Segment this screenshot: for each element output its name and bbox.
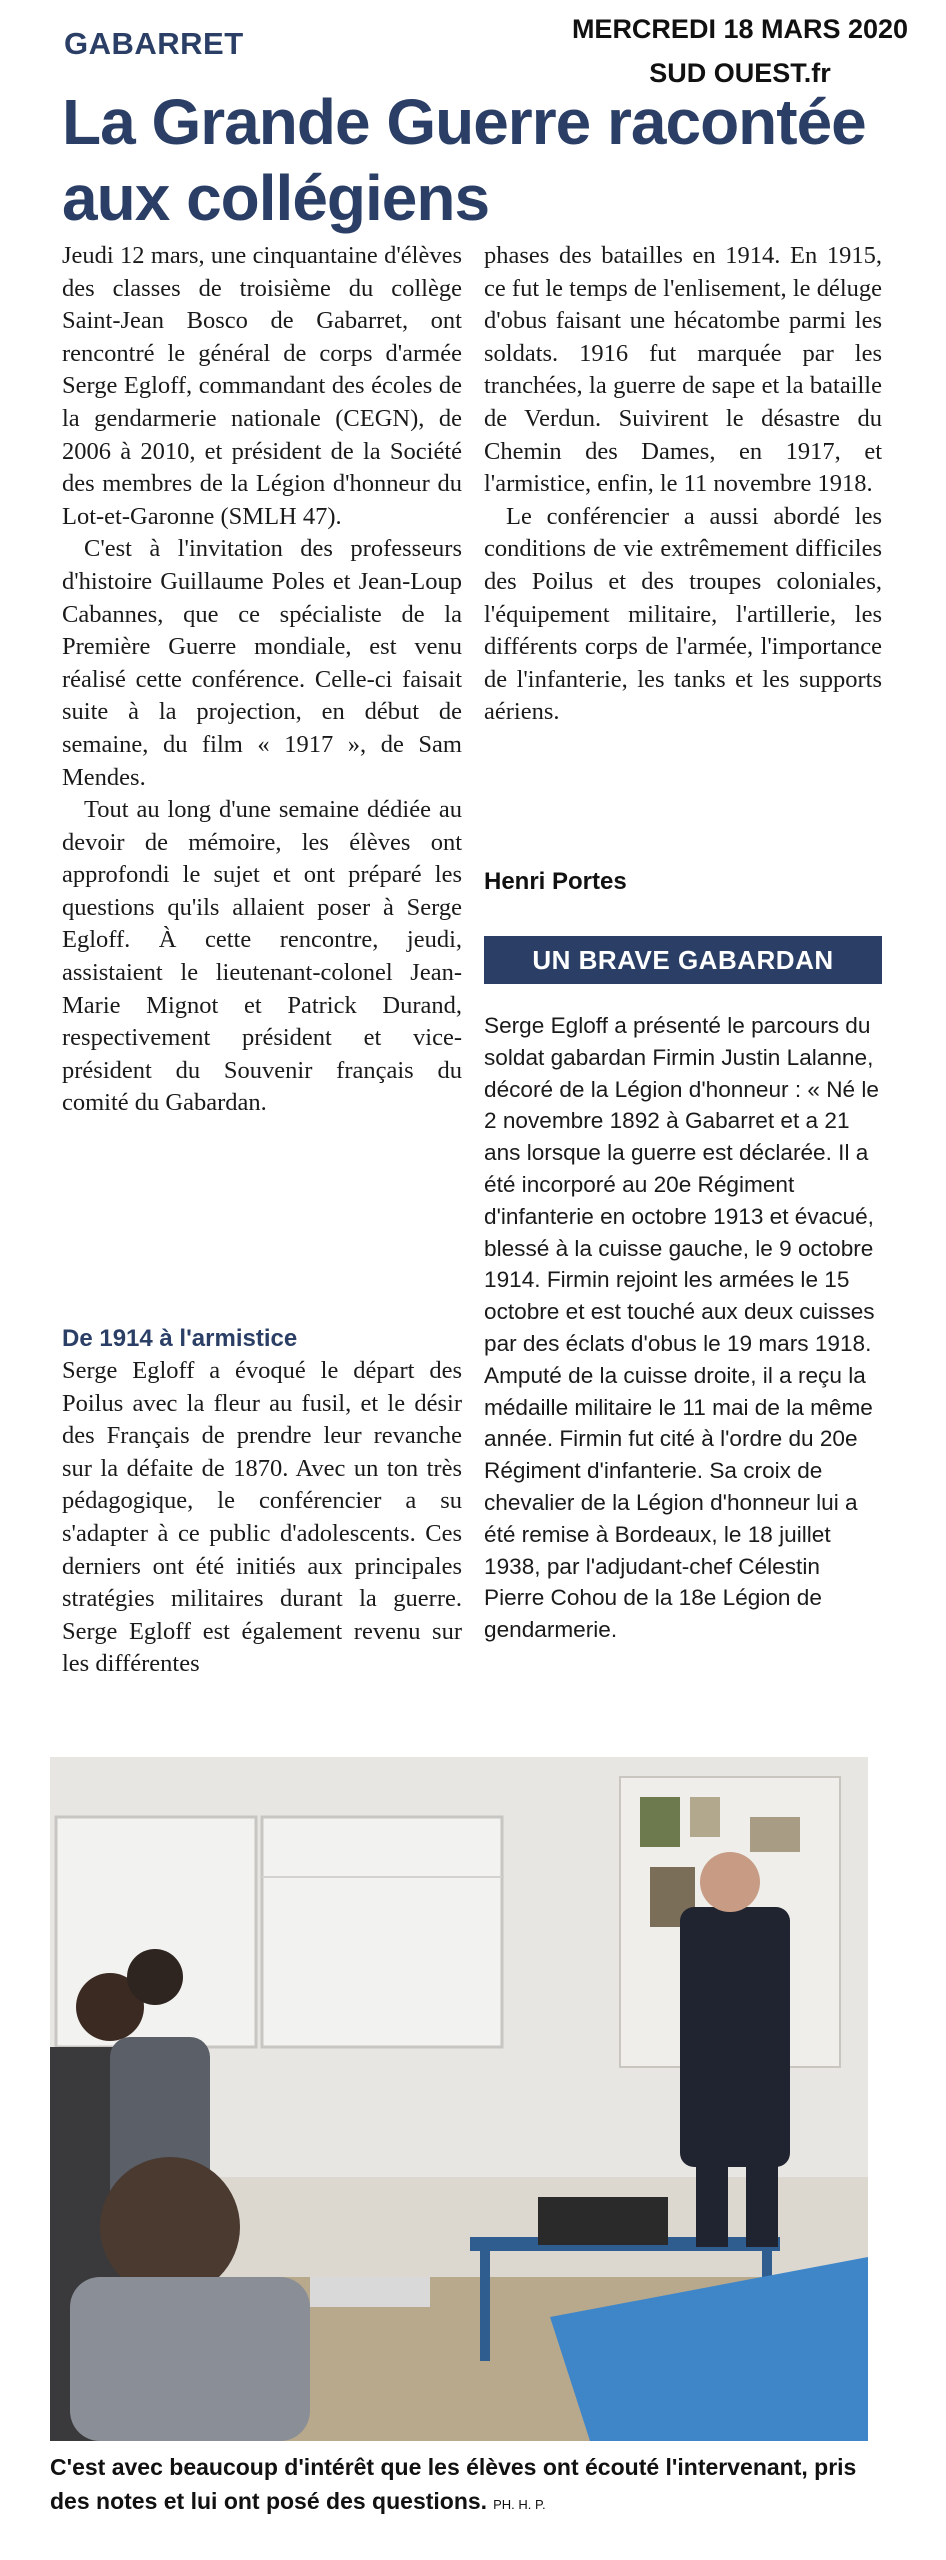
box-text: Serge Egloff a présenté le parcours du soldat gabardan Firmin Justin Lalanne, décoré de la Légion d'honneur : « Né le 2 novembre 1892 à Gabarret et a 21 ans lorsque la guerre est déclarée. Il a été incorporé au 20e Régiment d'infanterie en octobre 1913 et évacué, blessé à la cuisse gauche, le 9 octobre 1914. Firmin rejoint les armées le 15 octobre et est touché aux deux cuisses par des éclats d'obus le 19 mars 1918. Amputé de la cuisse droite, il a reçu la médaille militaire le 11 mai de la même année. Firmin fut cité à l'ordre du 20e Régiment d'infanterie. Sa croix de chevalier de la Légion d'honneur lui a été remise à Bordeaux, le 18 juillet 1938, par l'adjudant-chef Célestin Pierre Cohou de la 18e Légion de gendarmerie. xyxy=(484,1013,879,1643)
paragraph-conditions: Le conférencier a aussi abordé les conditions de vie extrêmement difficiles des Poilus et des troupes coloniales, l'équipement militaire, l'artillerie, les différents corps de l'armée, l'importance de l'infanterie, les tanks et les supports aériens. xyxy=(484,502,882,726)
caption-text: C'est avec beaucoup d'intérêt que les élèves ont écouté l'intervenant, pris des notes et lui ont posé des questions. xyxy=(50,2454,857,2514)
paragraph-week: Tout au long d'une semaine dédiée au devoir de mémoire, les élèves ont approfondi le sujet et ont préparé les questions qu'ils allaient poser à Serge Egloff. À cette rencontre, jeudi, assistaient le lieutenant-colonel Jean-Marie Mignot et Patrick Durand, respectivement président et vice-président du Souvenir français du comité du Gabardan. xyxy=(62,796,462,1117)
left-column xyxy=(62,240,462,1120)
paragraph-phases: phases des batailles en 1914. En 1915, ce fut le temps de l'enlisement, le déluge d'obus faisant une hécatombe parmi les soldats. 1916 fut marquée par les tranchées, la guerre de sape et la bataille de Verdun. Suivirent le désastre du Chemin des Dames, en 1917, et l'armistice, enfin, le 11 novembre 1918. xyxy=(484,242,882,498)
photo-credit: PH. H. P. xyxy=(493,2497,546,2512)
publication-date: MERCREDI 18 MARS 2020 xyxy=(571,14,909,44)
article-title: La Grande Guerre racontée aux collégiens xyxy=(62,86,866,234)
photo-illustration xyxy=(50,1757,868,2441)
paragraph-intro: Jeudi 12 mars, une cinquantaine d'élèves des classes de troisième du collège Saint-Jean Bosco de Gabarret, ont rencontré le général de corps d'armée Serge Egloff, commandant des écoles de la gendarmerie nationale (CEGN), de 2006 à 2010, et président de la Société des membres de la Légion d'honneur du Lot-et-Garonne (SMLH 47). xyxy=(62,242,462,530)
photo xyxy=(50,1757,868,2441)
section-rubric: GABARRET xyxy=(64,26,244,61)
byline: Henri Portes xyxy=(484,868,627,895)
subhead: De 1914 à l'armistice xyxy=(62,1325,298,1352)
box-title: UN BRAVE GABARDAN xyxy=(484,936,882,984)
subhead-column xyxy=(62,1355,462,1681)
paragraph-history: Serge Egloff a évoqué le départ des Poilus avec la fleur au fusil, et le désir des Français de prendre leur revanche sur la défaite de 1870. Avec un ton très pédagogique, le conférencier a su s'adapter à ce public d'adolescents. Ces derniers ont été initiés aux principales stratégies militaires durant la guerre. Serge Egloff est également revenu sur les différentes xyxy=(62,1357,462,1678)
photo-caption xyxy=(50,2450,890,2522)
paragraph-invitation: C'est à l'invitation des professeurs d'histoire Guillaume Poles et Jean-Loup Cabannes, que ce spécialiste de la Première Guerre mondiale, est venu réalisé cette conférence. Celle-ci faisait suite à la projection, en début de semaine, du film « 1917 », de Sam Mendes. xyxy=(62,535,462,791)
publication-source: SUD OUEST.fr xyxy=(649,58,831,88)
right-column xyxy=(484,240,882,729)
